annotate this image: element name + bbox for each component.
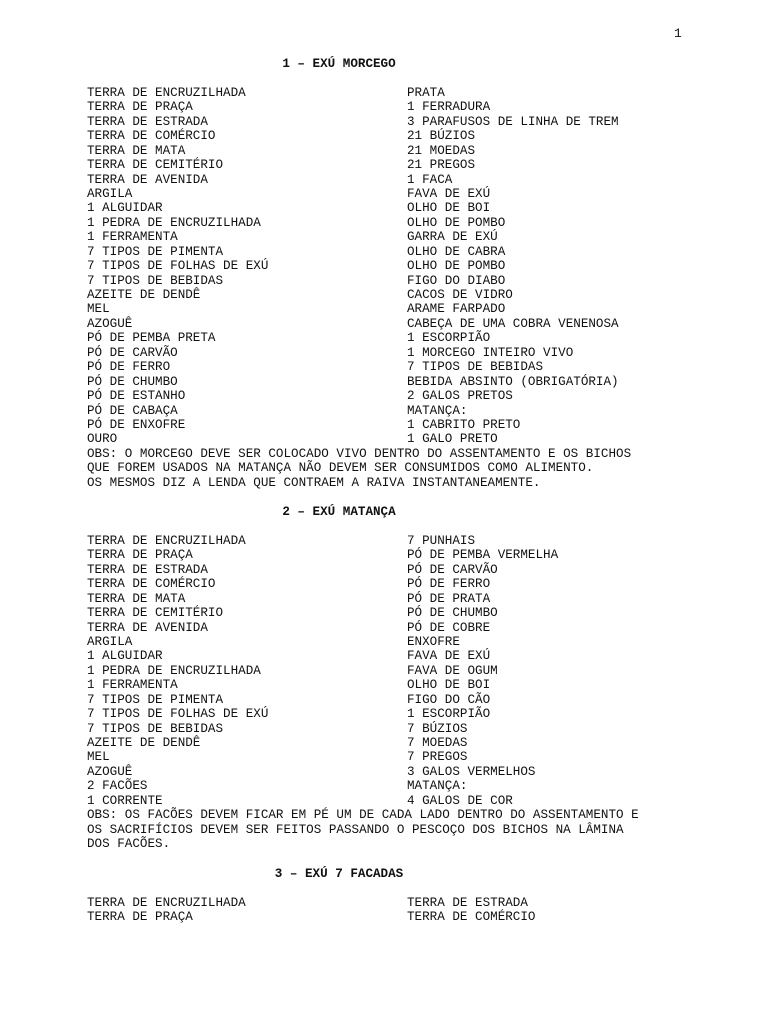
ingredient-item: PÓ DE PEMBA VERMELHA: [407, 548, 559, 563]
ingredient-item: FAVA DE OGUM: [407, 663, 498, 678]
ingredient-item: 1 PEDRA DE ENCRUZILHADA: [87, 663, 261, 678]
ingredient-item: 1 ALGUIDAR: [87, 649, 163, 664]
ingredient-item: TERRA DE ENCRUZILHADA: [87, 533, 246, 548]
ingredient-item: OLHO DE POMBO: [407, 259, 506, 274]
ingredient-item: 1 GALO PRETO: [407, 432, 498, 447]
ingredient-columns: [87, 86, 687, 447]
observation-line: OBS: O MORCEGO DEVE SER COLOCADO VIVO DENTRO DO ASSENTAMENTO E OS BICHOS: [87, 446, 632, 461]
ingredient-item: 4 GALOS DE COR: [407, 793, 513, 808]
ingredient-item: OLHO DE BOI: [407, 201, 491, 216]
ingredient-item: TERRA DE AVENIDA: [87, 172, 208, 187]
section-exu-matanca: [87, 505, 687, 852]
ingredient-item: ARGILA: [87, 634, 133, 649]
ingredient-item: ARGILA: [87, 186, 133, 201]
ingredient-item: TERRA DE ESTRADA: [87, 114, 208, 129]
ingredient-item: 7 PUNHAIS: [407, 533, 476, 548]
ingredient-list-left: [87, 896, 407, 925]
ingredient-item: PÓ DE FERRO: [407, 577, 491, 592]
ingredient-item: PÓ DE COBRE: [407, 620, 491, 635]
ingredient-item: CABEÇA DE UMA COBRA VENENOSA: [407, 316, 619, 331]
ingredient-item: 1 FERRAMENTA: [87, 230, 178, 245]
ingredient-item: TERRA DE COMÉRCIO: [87, 577, 216, 592]
ingredient-item: OLHO DE BOI: [407, 678, 491, 693]
ingredient-item: TERRA DE MATA: [87, 143, 186, 158]
observation-note: [87, 808, 687, 851]
ingredient-item: AZEITE DE DENDÊ: [87, 288, 201, 302]
ingredient-item: TERRA DE PRAÇA: [87, 548, 193, 563]
ingredient-item: 7 PREGOS: [407, 750, 468, 765]
ingredient-list-right: [407, 534, 687, 808]
ingredient-item: OURO: [87, 432, 118, 447]
observation-line: OS MESMOS DIZ A LENDA QUE CONTRAEM A RAIVA INSTANTANEAMENTE.: [87, 475, 541, 490]
ingredient-item: TERRA DE ESTRADA: [87, 562, 208, 577]
ingredient-item: TERRA DE CEMITÉRIO: [87, 158, 224, 173]
ingredient-item: 1 CORRENTE: [87, 793, 163, 808]
section-title: 3 – EXÚ 7 FACADAS: [274, 867, 404, 881]
ingredient-item: 7 BÚZIOS: [407, 721, 468, 736]
ingredient-item: TERRA DE PRAÇA: [87, 910, 193, 925]
page-number: 1: [674, 26, 682, 41]
ingredient-item: AZEITE DE DENDÊ: [87, 736, 201, 750]
ingredient-item: PÓ DE FERRO: [87, 360, 171, 375]
ingredient-item: PÓ DE CHUMBO: [87, 374, 178, 389]
ingredient-item: OLHO DE CABRA: [407, 244, 506, 259]
section-title: 1 – EXÚ MORCEGO: [282, 57, 396, 71]
ingredient-item: OLHO DE POMBO: [407, 215, 506, 230]
ingredient-item: ARAME FARPADO: [407, 302, 506, 317]
observation-note: [87, 447, 687, 490]
ingredient-item: 7 TIPOS DE FOLHAS DE EXÚ: [87, 259, 269, 274]
ingredient-item: PÓ DE PEMBA PRETA: [87, 331, 216, 346]
ingredient-item: MEL: [87, 750, 110, 765]
ingredient-item: FIGO DO CÃO: [407, 692, 491, 707]
ingredient-item: TERRA DE ENCRUZILHADA: [87, 85, 246, 100]
observation-line: OBS: OS FACÕES DEVEM FICAR EM PÉ UM DE CADA LADO DENTRO DO ASSENTAMENTO E: [87, 808, 639, 823]
ingredient-item: 1 CABRITO PRETO: [407, 417, 521, 432]
ingredient-item: CACOS DE VIDRO: [407, 288, 513, 302]
ingredient-item: FAVA DE EXÚ: [407, 186, 491, 201]
ingredient-list-left: [87, 534, 407, 808]
ingredient-item: 7 TIPOS DE BEBIDAS: [407, 360, 544, 375]
ingredient-item: FIGO DO DIABO: [407, 273, 506, 288]
ingredient-item: PÓ DE CARVÃO: [407, 562, 498, 577]
ingredient-list-left: [87, 86, 407, 447]
ingredient-item: 1 FERRADURA: [407, 100, 491, 115]
ingredient-item: 2 FACÕES: [87, 779, 148, 794]
observation-line: OS SACRIFÍCIOS DEVEM SER FEITOS PASSANDO O PESCOÇO DOS BICHOS NA LÂMINA: [87, 822, 624, 837]
ingredient-item: 21 MOEDAS: [407, 143, 476, 158]
ingredient-item: AZOGUÊ: [87, 764, 133, 779]
ingredient-item: MATANÇA:: [407, 779, 468, 794]
ingredient-list-right: [407, 896, 687, 925]
section-exu-7-facadas: [87, 867, 687, 925]
ingredient-item: 7 TIPOS DE PIMENTA: [87, 244, 224, 259]
ingredient-item: MEL: [87, 302, 110, 317]
ingredient-item: PÓ DE CABAÇA: [87, 403, 178, 418]
ingredient-item: 1 MORCEGO INTEIRO VIVO: [407, 345, 574, 360]
section-title: 2 – EXÚ MATANÇA: [282, 505, 396, 519]
ingredient-item: 7 TIPOS DE BEBIDAS: [87, 273, 224, 288]
ingredient-item: TERRA DE ENCRUZILHADA: [87, 895, 246, 910]
ingredient-columns: [87, 896, 687, 925]
ingredient-item: MATANÇA:: [407, 403, 468, 418]
ingredient-item: 7 TIPOS DE PIMENTA: [87, 692, 224, 707]
ingredient-item: 21 BÚZIOS: [407, 129, 476, 144]
ingredient-item: 7 TIPOS DE FOLHAS DE EXÚ: [87, 707, 269, 722]
ingredient-item: 3 GALOS VERMELHOS: [407, 764, 536, 779]
ingredient-item: PRATA: [407, 85, 445, 100]
ingredient-item: 1 FACA: [407, 172, 453, 187]
ingredient-item: PÓ DE ESTANHO: [87, 389, 186, 404]
ingredient-item: 1 ESCORPIÃO: [407, 707, 491, 722]
ingredient-item: 21 PREGOS: [407, 158, 476, 173]
ingredient-item: PÓ DE CHUMBO: [407, 606, 498, 621]
ingredient-item: TERRA DE ESTRADA: [407, 895, 528, 910]
observation-line: QUE FOREM USADOS NA MATANÇA NÃO DEVEM SER CONSUMIDOS COMO ALIMENTO.: [87, 461, 594, 476]
ingredient-item: 7 MOEDAS: [407, 736, 468, 750]
ingredient-item: TERRA DE MATA: [87, 591, 186, 606]
ingredient-item: 1 ALGUIDAR: [87, 201, 163, 216]
ingredient-item: PÓ DE CARVÃO: [87, 345, 178, 360]
ingredient-item: 1 PEDRA DE ENCRUZILHADA: [87, 215, 261, 230]
ingredient-item: PÓ DE PRATA: [407, 591, 491, 606]
ingredient-item: TERRA DE AVENIDA: [87, 620, 208, 635]
ingredient-item: 3 PARAFUSOS DE LINHA DE TREM: [407, 114, 619, 129]
ingredient-item: AZOGUÊ: [87, 316, 133, 331]
ingredient-columns: [87, 534, 687, 808]
ingredient-item: PÓ DE ENXOFRE: [87, 417, 186, 432]
ingredient-list-right: [407, 86, 687, 447]
ingredient-item: 2 GALOS PRETOS: [407, 389, 513, 404]
ingredient-item: 7 TIPOS DE BEBIDAS: [87, 721, 224, 736]
section-exu-morcego: [87, 57, 687, 490]
observation-line: DOS FACÕES.: [87, 837, 171, 852]
ingredient-item: 1 FERRAMENTA: [87, 678, 178, 693]
ingredient-item: GARRA DE EXÚ: [407, 230, 498, 245]
ingredient-item: FAVA DE EXÚ: [407, 649, 491, 664]
ingredient-item: ENXOFRE: [407, 634, 460, 649]
ingredient-item: 1 ESCORPIÃO: [407, 331, 491, 346]
ingredient-item: TERRA DE PRAÇA: [87, 100, 193, 115]
ingredient-item: TERRA DE COMÉRCIO: [407, 910, 536, 925]
ingredient-item: BEBIDA ABSINTO (OBRIGATÓRIA): [407, 374, 619, 389]
ingredient-item: TERRA DE COMÉRCIO: [87, 129, 216, 144]
ingredient-item: TERRA DE CEMITÉRIO: [87, 606, 224, 621]
